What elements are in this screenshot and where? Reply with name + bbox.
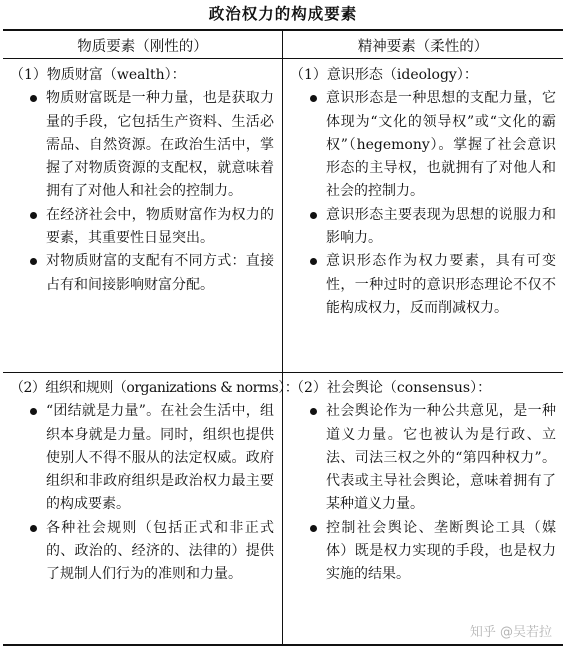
list-item: 对物质财富的支配有不同方式：直接占有和间接影响财富分配。 [24, 250, 274, 297]
cell-heading: （1）物质财富（wealth）： [10, 67, 186, 83]
column-divider [282, 31, 283, 644]
column-header-spiritual: 精神要素（柔性的） [357, 39, 489, 55]
bullet-dot-icon [310, 212, 317, 219]
header-divider [3, 58, 563, 59]
elements-table [3, 29, 563, 646]
cell-heading: （1）意识形态（ideology）： [290, 67, 478, 83]
list-item: 意识形态主要表现为思想的说服力和影响力。 [304, 204, 556, 251]
list-item: 在经济社会中，物质财富作为权力的要素，其重要性日显突出。 [24, 204, 274, 251]
list-item: 各种社会规则（包括正式和非正式的、政治的、经济的、法律的）提供了规制人们行为的准则和力量。 [24, 517, 274, 587]
list-item: 控制社会舆论、垄断舆论工具（媒体）既是权力实现的手段，也是权力实施的结果。 [304, 517, 556, 587]
cell-wealth [10, 64, 274, 297]
cell-organizations [10, 377, 299, 587]
bullet-dot-icon [310, 525, 317, 532]
row-divider [3, 372, 563, 373]
list-item: 意识形态是一种思想的支配力量，它体现为“文化的领导权”或“文化的霸权”（hegemony）。掌握了社会意识形态的主导权，也就拥有了对他人和社会的控制力。 [304, 87, 556, 203]
list-item: 社会舆论作为一种公共意见，是一种道义力量。它也被认为是行政、立法、司法三权之外的“第四种权力”。代表或主导社会舆论，意味着拥有了某种道义力量。 [304, 400, 556, 516]
cell-heading: （2）组织和规则（organizations & norms）： [10, 380, 299, 396]
cell-consensus [290, 377, 556, 587]
bullet-dot-icon [310, 95, 317, 102]
bullet-dot-icon [30, 408, 37, 415]
cell-heading: （2）社会舆论（consensus）： [290, 380, 492, 396]
cell-ideology [290, 64, 556, 320]
table-title: 政治权力的构成要素 [208, 5, 358, 23]
column-header-material: 物质要素（刚性的） [77, 39, 208, 55]
list-item: “团结就是力量”。在社会生活中，组织本身就是力量。同时，组织也提供使别人不得不服从的法定权威。政府组织和非政府组织是政治权力最主要的构成要素。 [24, 400, 274, 516]
bullet-dot-icon [30, 212, 37, 219]
watermark: 知乎 @吴若拉 [468, 621, 554, 640]
list-item: 物质财富既是一种力量，也是获取力量的手段，它包括生产资料、生活必需品、自然资源。在政治生活中，掌握了对物质资源的支配权，就意味着拥有了对他人和社会的控制力。 [24, 87, 274, 203]
bullet-dot-icon [30, 525, 37, 532]
bullet-dot-icon [310, 258, 317, 265]
bullet-dot-icon [310, 408, 317, 415]
list-item: 意识形态作为权力要素，具有可变性，一种过时的意识形态理论不仅不能构成权力，反而削减权力。 [304, 250, 556, 320]
bullet-dot-icon [30, 258, 37, 265]
bullet-dot-icon [30, 95, 37, 102]
